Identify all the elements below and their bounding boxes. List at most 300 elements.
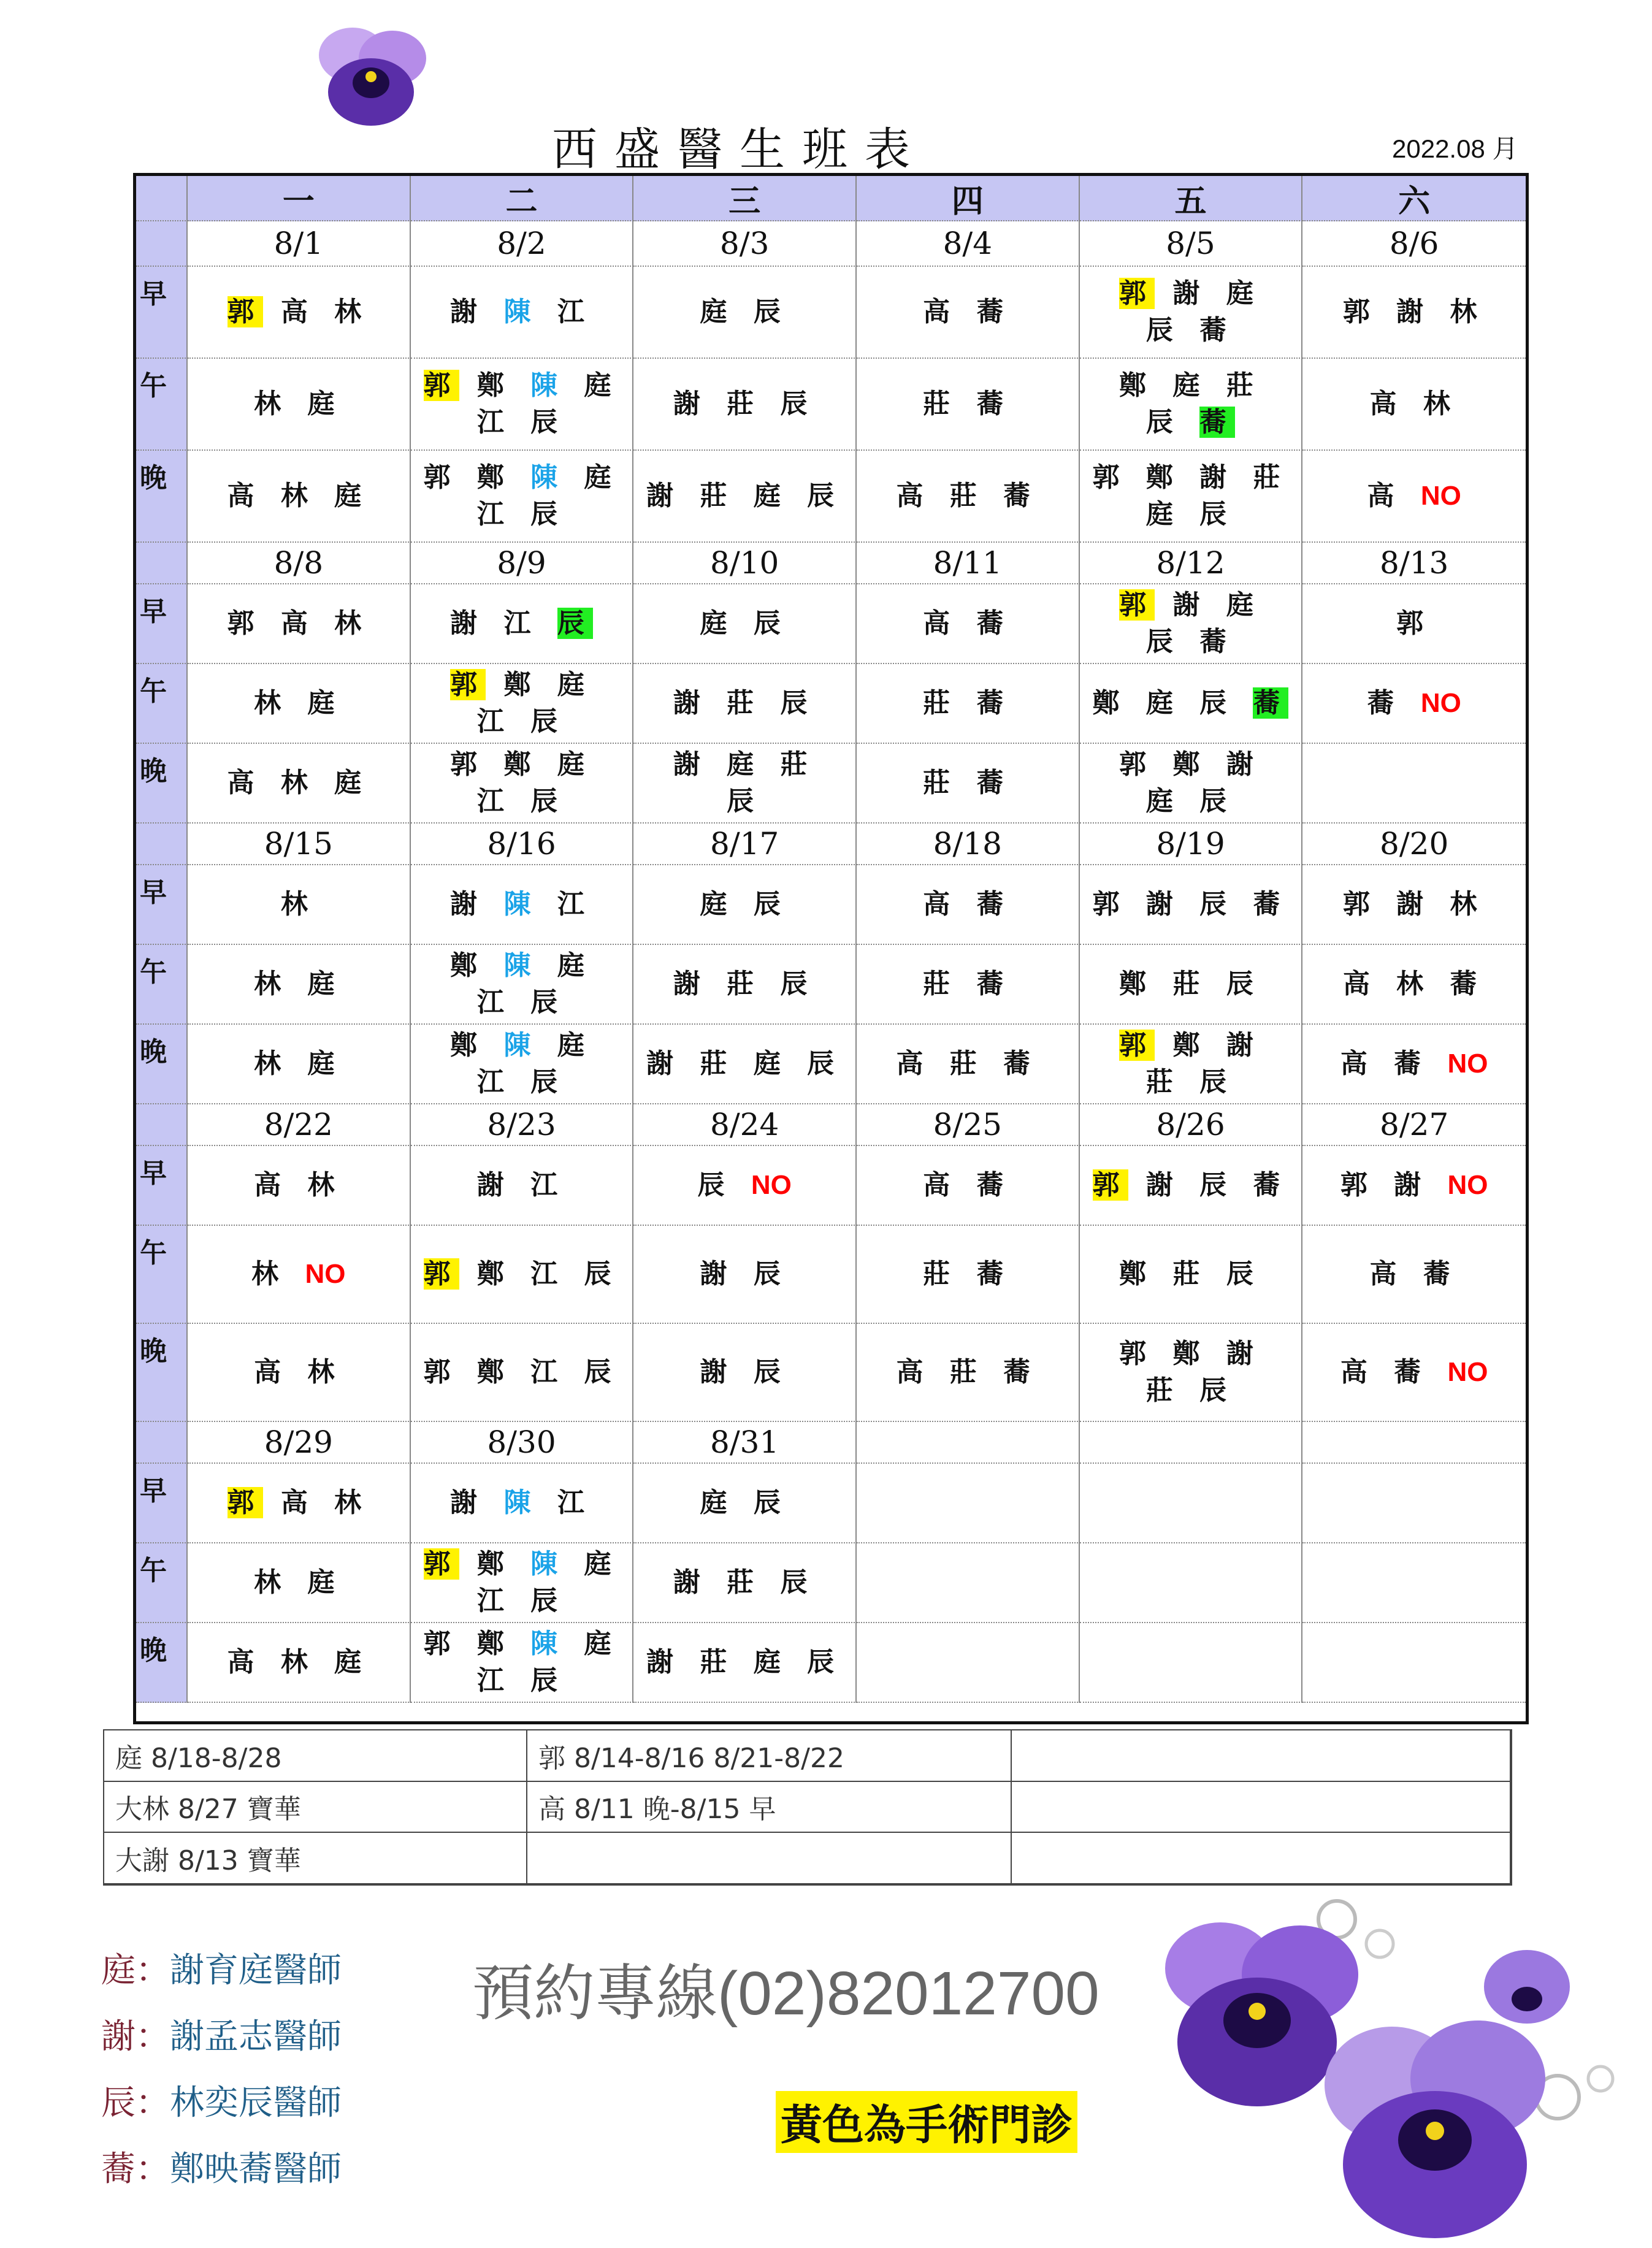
doctor-initial: 莊 <box>727 1567 763 1598</box>
doctor-initial: 郭 <box>1396 608 1432 639</box>
doctor-initial: 蕎 <box>976 1258 1012 1290</box>
date-cell: 8/15 <box>188 824 411 865</box>
doctor-cell <box>411 267 634 359</box>
doctor-initial: 蕎 <box>1253 687 1289 719</box>
doctor-initial: 林 <box>1423 388 1459 419</box>
date-cell: 8/29 <box>188 1422 411 1464</box>
doctor-cell <box>188 584 411 664</box>
shift-label: 午 <box>136 664 188 744</box>
doctor-initial: 郭 <box>423 370 459 401</box>
doctor-initial: 庭 <box>557 749 593 780</box>
doctor-initial: 高 <box>1342 968 1379 1000</box>
doctor-initial: 謝 <box>476 1169 513 1201</box>
notes-table <box>103 1729 1512 1886</box>
doctor-initial: 謝 <box>1172 589 1209 621</box>
doctor-initial: 辰 <box>753 1258 789 1290</box>
date-cell: 8/2 <box>411 221 634 267</box>
doctor-initial: 庭 <box>307 1567 343 1598</box>
doctor-initial: 謝 <box>1396 889 1432 920</box>
doctor-initial: 高 <box>254 1169 290 1201</box>
doctor-initial: 莊 <box>923 767 959 798</box>
doctor-cell <box>1080 744 1303 824</box>
shift-label: 晚 <box>136 1324 188 1422</box>
doctor-initial: 蕎 <box>1003 1048 1039 1079</box>
note-cell <box>1012 1730 1511 1782</box>
legend-doctor-name: 謝孟志醫師 <box>170 2017 342 2057</box>
doctor-initial: 江 <box>476 987 513 1018</box>
note-cell: 庭 8/18-8/28 <box>104 1730 527 1782</box>
doctor-initial: 辰 <box>753 889 789 920</box>
doctor-initial: 江 <box>530 1169 567 1201</box>
doctor-cell <box>411 744 634 824</box>
doctor-cell <box>857 451 1080 543</box>
doctor-initial: 辰 <box>1226 1258 1262 1290</box>
doctor-initial: 林 <box>280 480 316 511</box>
doctor-initial: 鄭 <box>1119 370 1155 401</box>
doctor-initial: 林 <box>1450 296 1486 327</box>
date-cell: 8/23 <box>411 1104 634 1146</box>
doctor-initial: 蕎 <box>976 767 1012 798</box>
doctor-initial: 庭 <box>700 1487 736 1518</box>
doctor-cell <box>633 1146 857 1226</box>
period-label: 2022.08 月 <box>1392 134 1518 163</box>
doctor-initial: 莊 <box>1226 370 1262 401</box>
doctor-initial: 庭 <box>1145 687 1182 719</box>
doctor-cell <box>1302 1025 1526 1104</box>
doctor-cell <box>857 584 1080 664</box>
doctor-initial: 林 <box>307 1169 343 1201</box>
legend-item <box>101 2136 342 2203</box>
doctor-initial: 高 <box>896 480 932 511</box>
doctor-cell <box>188 1324 411 1422</box>
doctor-cell <box>633 744 857 824</box>
doctor-initial: 鄭 <box>503 749 540 780</box>
doctor-initial: 鄭 <box>1145 462 1182 493</box>
doctor-initial: 郭 <box>423 1356 459 1388</box>
doctor-initial: 辰 <box>1199 1066 1236 1098</box>
date-cell <box>1302 1422 1526 1464</box>
doctor-initial: 辰 <box>530 407 567 438</box>
doctor-initial: 辰 <box>697 1169 733 1201</box>
doctor-cell <box>188 1623 411 1703</box>
date-cell: 8/27 <box>1302 1104 1526 1146</box>
doctor-initial: 辰 <box>753 608 789 639</box>
doctor-initial: 謝 <box>673 1567 709 1598</box>
date-cell: 8/10 <box>633 543 857 584</box>
doctor-initial: 莊 <box>1253 462 1289 493</box>
doctor-initial: 莊 <box>1145 1066 1182 1098</box>
doctor-initial: 高 <box>896 1356 932 1388</box>
doctor-initial: 林 <box>334 296 370 327</box>
doctor-initial: 鄭 <box>476 370 513 401</box>
doctor-initial: 謝 <box>1394 1169 1430 1201</box>
doctor-initial: 謝 <box>1172 278 1209 309</box>
weekday-header: 四 <box>857 176 1080 221</box>
no-mark: NO <box>751 1170 792 1200</box>
doctor-initial: 莊 <box>1172 968 1209 1000</box>
date-cell: 8/4 <box>857 221 1080 267</box>
doctor-initial: 謝 <box>673 388 709 419</box>
shift-label: 晚 <box>136 451 188 543</box>
doctor-cell <box>633 945 857 1025</box>
doctor-cell <box>1080 1025 1303 1104</box>
doctor-initial: 郭 <box>227 296 263 327</box>
date-cell: 8/30 <box>411 1422 634 1464</box>
doctor-initial: 辰 <box>584 1258 620 1290</box>
doctor-initial: 陳 <box>530 462 567 493</box>
doctor-initial: 陳 <box>503 950 540 981</box>
doctor-initial: 郭 <box>1119 278 1155 309</box>
doctor-cell <box>1080 1464 1303 1543</box>
doctor-initial: 蕎 <box>1253 889 1289 920</box>
doctor-initial: 蕎 <box>976 1169 1012 1201</box>
no-mark: NO <box>1447 1049 1488 1079</box>
doctor-cell <box>1302 1324 1526 1422</box>
shift-label: 早 <box>136 1464 188 1543</box>
doctor-initial: 林 <box>1396 968 1432 1000</box>
doctor-initial: 莊 <box>727 687 763 719</box>
doctor-initial: 林 <box>254 968 290 1000</box>
legend-doctor-name: 林奕辰醫師 <box>170 2083 342 2123</box>
doctor-initial: 辰 <box>530 1066 567 1098</box>
doctor-cell <box>633 359 857 451</box>
doctor-initial: 庭 <box>307 1048 343 1079</box>
shift-label: 早 <box>136 267 188 359</box>
doctor-initial: 莊 <box>727 968 763 1000</box>
doctor-initial: 林 <box>307 1356 343 1388</box>
doctor-initial: 謝 <box>1145 1169 1182 1201</box>
doctor-initial: 江 <box>557 1487 593 1518</box>
doctor-cell <box>188 1226 411 1324</box>
doctor-cell <box>857 1543 1080 1623</box>
doctor-initial: 辰 <box>1199 1169 1236 1201</box>
doctor-initial: 謝 <box>450 1487 486 1518</box>
date-cell: 8/25 <box>857 1104 1080 1146</box>
doctor-cell <box>633 865 857 945</box>
pansy-flower-bouquet-icon <box>1134 1876 1637 2244</box>
note-cell: 高 8/11 晚-8/15 早 <box>527 1782 1012 1833</box>
doctor-initial: 林 <box>280 1646 316 1678</box>
date-cell: 8/19 <box>1080 824 1303 865</box>
doctor-initial: 辰 <box>807 1048 843 1079</box>
doctor-cell <box>1080 359 1303 451</box>
schedule-table <box>133 173 1529 1724</box>
doctor-cell <box>1080 1226 1303 1324</box>
date-cell: 8/20 <box>1302 824 1526 865</box>
doctor-cell <box>411 359 634 451</box>
doctor-cell <box>411 1543 634 1623</box>
doctor-initial: 辰 <box>584 1356 620 1388</box>
doctor-initial: 林 <box>251 1258 288 1290</box>
doctor-cell <box>633 1623 857 1703</box>
doctor-initial: 郭 <box>1119 1338 1155 1369</box>
doctor-cell <box>633 451 857 543</box>
doctor-initial: 鄭 <box>1172 1030 1209 1061</box>
doctor-cell <box>188 267 411 359</box>
doctor-initial: 鄭 <box>476 1356 513 1388</box>
doctor-initial: 蕎 <box>976 687 1012 719</box>
doctor-initial: 庭 <box>584 462 620 493</box>
shift-label: 晚 <box>136 1025 188 1104</box>
doctor-initial: 江 <box>476 1585 513 1616</box>
doctor-initial: 辰 <box>1199 889 1236 920</box>
doctor-cell <box>1080 267 1303 359</box>
shift-label: 早 <box>136 865 188 945</box>
doctor-cell <box>188 1464 411 1543</box>
doctor-initial: 庭 <box>1226 278 1262 309</box>
date-cell: 8/18 <box>857 824 1080 865</box>
doctor-cell <box>411 1146 634 1226</box>
doctor-initial: 郭 <box>423 1628 459 1659</box>
doctor-initial: 莊 <box>949 480 985 511</box>
doctor-initial: 郭 <box>450 669 486 700</box>
doctor-initial: 江 <box>557 889 593 920</box>
doctor-initial: 辰 <box>727 786 763 817</box>
doctor-cell <box>857 267 1080 359</box>
doctor-initial: 辰 <box>1145 407 1182 438</box>
doctor-initial: 蕎 <box>1199 626 1236 657</box>
legend-doctor-name: 謝育庭醫師 <box>170 1951 342 1990</box>
doctor-cell <box>633 1324 857 1422</box>
doctor-initial: 陳 <box>530 370 567 401</box>
doctor-initial: 郭 <box>1119 589 1155 621</box>
doctor-initial: 蕎 <box>1367 687 1403 719</box>
note-cell <box>527 1833 1012 1884</box>
date-cell: 8/31 <box>633 1422 857 1464</box>
doctor-initial: 謝 <box>700 1356 736 1388</box>
doctor-cell <box>633 664 857 744</box>
doctor-cell <box>633 1226 857 1324</box>
no-mark: NO <box>1447 1170 1488 1200</box>
hotline-text: 預約專線(02)82012700 <box>472 1959 1099 2028</box>
doctor-initial: 辰 <box>1199 786 1236 817</box>
doctor-initial: 辰 <box>530 987 567 1018</box>
legend <box>101 1938 342 2203</box>
doctor-cell <box>1302 1464 1526 1543</box>
doctor-initial: 江 <box>476 499 513 530</box>
doctor-initial: 江 <box>557 296 593 327</box>
doctor-initial: 高 <box>1340 1048 1376 1079</box>
doctor-initial: 郭 <box>450 749 486 780</box>
doctor-initial: 辰 <box>557 608 593 639</box>
doctor-initial: 庭 <box>557 950 593 981</box>
doctor-initial: 林 <box>254 388 290 419</box>
note-cell: 郭 8/14-8/16 8/21-8/22 <box>527 1730 1012 1782</box>
doctor-initial: 高 <box>227 767 263 798</box>
doctor-initial: 蕎 <box>1253 1169 1289 1201</box>
doctor-initial: 辰 <box>530 706 567 737</box>
doctor-initial: 庭 <box>557 1030 593 1061</box>
doctor-initial: 謝 <box>1199 462 1236 493</box>
note-cell <box>1012 1782 1511 1833</box>
doctor-initial: 郭 <box>423 1548 459 1580</box>
doctor-initial: 江 <box>530 1258 567 1290</box>
date-cell <box>857 1422 1080 1464</box>
doctor-initial: 鄭 <box>450 1030 486 1061</box>
doctor-cell <box>1080 945 1303 1025</box>
doctor-initial: 辰 <box>1145 626 1182 657</box>
doctor-initial: 庭 <box>307 388 343 419</box>
doctor-initial: 郭 <box>227 608 263 639</box>
doctor-cell <box>1302 1226 1526 1324</box>
doctor-initial: 鄭 <box>476 1258 513 1290</box>
shift-label: 晚 <box>136 744 188 824</box>
no-mark: NO <box>305 1259 346 1289</box>
legend-item <box>101 1938 342 2004</box>
doctor-cell <box>188 945 411 1025</box>
doctor-cell <box>1302 359 1526 451</box>
doctor-initial: 謝 <box>1226 1338 1262 1369</box>
doctor-initial: 謝 <box>1145 889 1182 920</box>
doctor-cell <box>1302 664 1526 744</box>
doctor-initial: 辰 <box>753 1487 789 1518</box>
doctor-initial: 林 <box>1450 889 1486 920</box>
date-row-side <box>136 1104 188 1146</box>
date-row-side <box>136 543 188 584</box>
doctor-cell <box>1080 664 1303 744</box>
doctor-initial: 庭 <box>584 370 620 401</box>
doctor-cell <box>1080 1543 1303 1623</box>
surgery-note: 黃色為手術門診 <box>776 2091 1077 2153</box>
doctor-cell <box>1080 451 1303 543</box>
doctor-initial: 庭 <box>700 889 736 920</box>
doctor-initial: 辰 <box>780 968 816 1000</box>
doctor-initial: 辰 <box>780 1567 816 1598</box>
doctor-initial: 陳 <box>503 296 540 327</box>
shift-label: 午 <box>136 1543 188 1623</box>
doctor-initial: 庭 <box>334 1646 370 1678</box>
doctor-initial: 蕎 <box>976 388 1012 419</box>
date-cell: 8/26 <box>1080 1104 1303 1146</box>
date-cell: 8/8 <box>188 543 411 584</box>
doctor-initial: 謝 <box>450 889 486 920</box>
doctor-initial: 辰 <box>753 1356 789 1388</box>
doctor-initial: 江 <box>476 706 513 737</box>
doctor-initial: 庭 <box>334 767 370 798</box>
doctor-initial: 謝 <box>1226 1030 1262 1061</box>
doctor-initial: 陳 <box>503 1030 540 1061</box>
doctor-initial: 庭 <box>1145 786 1182 817</box>
doctor-initial: 鄭 <box>1172 749 1209 780</box>
doctor-initial: 高 <box>227 1646 263 1678</box>
doctor-cell <box>411 945 634 1025</box>
doctor-initial: 高 <box>1340 1356 1376 1388</box>
doctor-initial: 庭 <box>753 1048 789 1079</box>
doctor-initial: 郭 <box>1092 1169 1128 1201</box>
doctor-initial: 蕎 <box>1199 407 1236 438</box>
doctor-initial: 蕎 <box>1423 1258 1459 1290</box>
doctor-cell <box>1080 1324 1303 1422</box>
doctor-initial: 謝 <box>673 749 709 780</box>
doctor-cell <box>857 1226 1080 1324</box>
doctor-initial: 高 <box>923 608 959 639</box>
doctor-cell <box>1302 267 1526 359</box>
date-cell: 8/1 <box>188 221 411 267</box>
legend-doctor-name: 鄭映蕎醫師 <box>170 2149 342 2189</box>
legend-key: 辰： <box>101 2083 170 2123</box>
doctor-initial: 莊 <box>923 388 959 419</box>
date-cell: 8/11 <box>857 543 1080 584</box>
legend-item <box>101 2004 342 2070</box>
doctor-initial: 鄭 <box>1119 1258 1155 1290</box>
doctor-initial: 庭 <box>307 968 343 1000</box>
weekday-header: 一 <box>188 176 411 221</box>
doctor-initial: 莊 <box>700 1646 736 1678</box>
weekday-header: 二 <box>411 176 634 221</box>
doctor-initial: 林 <box>334 608 370 639</box>
doctor-initial: 郭 <box>1092 462 1128 493</box>
pansy-flower-icon <box>310 12 432 129</box>
date-cell: 8/5 <box>1080 221 1303 267</box>
doctor-initial: 郭 <box>1340 1169 1376 1201</box>
doctor-initial: 鄭 <box>450 950 486 981</box>
doctor-initial: 高 <box>923 296 959 327</box>
date-cell: 8/16 <box>411 824 634 865</box>
doctor-initial: 高 <box>227 480 263 511</box>
date-cell: 8/17 <box>633 824 857 865</box>
weekday-header: 三 <box>633 176 857 221</box>
doctor-cell <box>857 1464 1080 1543</box>
doctor-initial: 蕎 <box>1003 1356 1039 1388</box>
doctor-initial: 辰 <box>1145 315 1182 346</box>
doctor-initial: 郭 <box>1342 889 1379 920</box>
doctor-initial: 高 <box>280 1487 316 1518</box>
doctor-cell <box>633 1025 857 1104</box>
doctor-initial: 郭 <box>1119 1030 1155 1061</box>
doctor-initial: 庭 <box>557 669 593 700</box>
doctor-initial: 江 <box>476 1665 513 1696</box>
doctor-cell <box>1302 451 1526 543</box>
note-cell: 大林 8/27 寶華 <box>104 1782 527 1833</box>
doctor-initial: 謝 <box>450 296 486 327</box>
date-row-side <box>136 824 188 865</box>
doctor-initial: 林 <box>280 889 316 920</box>
doctor-cell <box>188 1146 411 1226</box>
doctor-initial: 謝 <box>1226 749 1262 780</box>
doctor-cell <box>411 451 634 543</box>
doctor-initial: 謝 <box>450 608 486 639</box>
doctor-initial: 辰 <box>1226 968 1262 1000</box>
doctor-initial: 莊 <box>949 1356 985 1388</box>
doctor-initial: 高 <box>896 1048 932 1079</box>
doctor-initial: 蕎 <box>1394 1048 1430 1079</box>
doctor-initial: 鄭 <box>1172 1338 1209 1369</box>
doctor-initial: 庭 <box>700 296 736 327</box>
doctor-initial: 辰 <box>1199 499 1236 530</box>
doctor-cell <box>633 1464 857 1543</box>
doctor-initial: 庭 <box>584 1628 620 1659</box>
shift-label: 晚 <box>136 1623 188 1703</box>
doctor-cell <box>1302 744 1526 824</box>
shift-label: 午 <box>136 359 188 451</box>
doctor-initial: 莊 <box>923 968 959 1000</box>
doctor-initial: 高 <box>280 608 316 639</box>
doctor-initial: 謝 <box>1396 296 1432 327</box>
doctor-initial: 鄭 <box>503 669 540 700</box>
doctor-initial: 鄭 <box>476 1548 513 1580</box>
doctor-cell <box>857 359 1080 451</box>
date-cell: 8/22 <box>188 1104 411 1146</box>
doctor-cell <box>411 584 634 664</box>
doctor-initial: 蕎 <box>976 889 1012 920</box>
doctor-initial: 謝 <box>673 968 709 1000</box>
doctor-initial: 高 <box>1367 480 1403 511</box>
shift-label: 早 <box>136 584 188 664</box>
doctor-initial: 辰 <box>1199 1375 1236 1406</box>
date-row-side <box>136 1422 188 1464</box>
doctor-initial: 莊 <box>780 749 816 780</box>
doctor-initial: 辰 <box>780 388 816 419</box>
